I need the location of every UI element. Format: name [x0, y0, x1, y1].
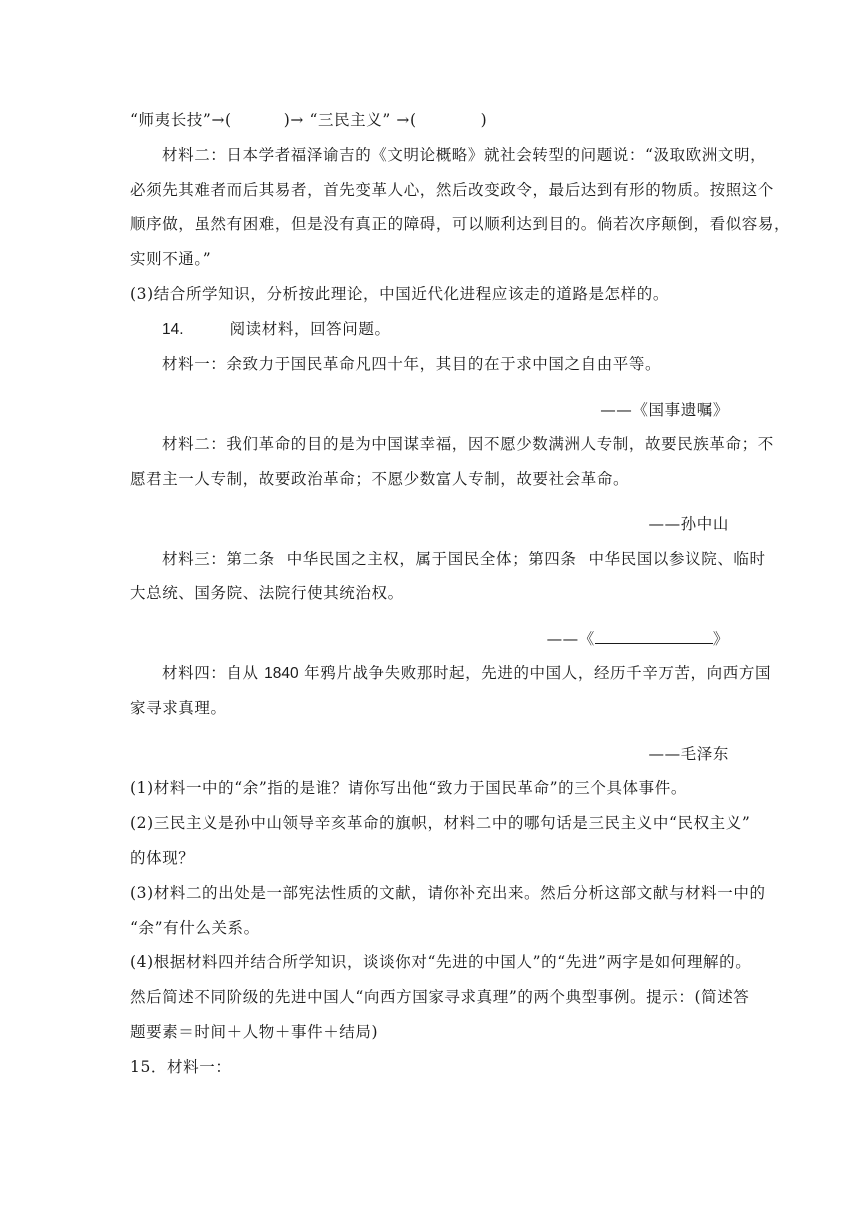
q14-material3-line-2: 大总统、国务院、法院行使其统治权。: [130, 584, 404, 602]
fill-part-1: “师夷长技”→(: [130, 111, 232, 129]
q14-material2-line-1: 材料二：我们革命的目的是为中国谋幸福，因不愿少数满洲人专制，故要民族革命；不: [162, 435, 774, 453]
q14-source2: ——孙中山: [648, 515, 729, 533]
fill-part-2: )→ “三民主义” →(: [283, 111, 417, 129]
q13-material2-line-1: 材料二：日本学者福泽谕吉的《文明论概略》就社会转型的问题说：“汲取欧洲文明，: [162, 146, 767, 164]
q14-material4-line-1: [162, 662, 772, 685]
q15-heading: 15．材料一：: [130, 1058, 232, 1076]
q14-header: [162, 318, 762, 341]
fill-in-line: [130, 109, 730, 131]
q13-material2-line-3: 顺序做，虽然有困难，但是没有真正的障碍，可以顺利达到目的。倘若次序颠倒，看似容易，: [130, 215, 791, 233]
q14-question-line-2: (2)三民主义是孙中山领导辛亥革命的旗帜，材料二中的哪句话是三民主义中“民权主义”: [130, 814, 751, 832]
q14-material2-line-2: 愿君主一人专制，故要政治革命；不愿少数富人专制，故要社会革命。: [130, 470, 630, 488]
q14-prompt: 阅读材料，回答问题。: [229, 320, 391, 338]
q14-material3-line-1: [162, 548, 766, 570]
q14-question-line-6: (4)根据材料四并结合所学知识，谈谈你对“先进的中国人”的“先进”两字是如何理解的。: [130, 953, 752, 971]
material4-year: 1840: [264, 665, 299, 682]
q14-source1: ——《国事遗嘱》: [600, 401, 729, 419]
material3-part-b: 中华民国之主权，属于国民全体；第四条: [286, 550, 577, 568]
q14-material1: 材料一：余致力于国民革命凡四十年，其目的在于求中国之自由平等。: [162, 355, 662, 373]
q14-question-line-1: (1)材料一中的“余”指的是谁？请你写出他“致力于国民革命”的三个具体事件。: [130, 779, 687, 797]
q14-question-line-4: (3)材料二的出处是一部宪法性质的文献，请你补充出来。然后分析这部文献与材料一中的: [130, 884, 766, 902]
q13-material2-line-2: 必须先其难者而后其易者，首先变革人心，然后改变政令，最后达到有形的物质。按照这个: [130, 181, 775, 199]
q14-material4-line-2: 家寻求真理。: [130, 699, 227, 717]
source3-blank[interactable]: [595, 628, 713, 644]
source3-suffix: 》: [712, 630, 729, 648]
material3-part-a: 材料三：第二条: [162, 550, 275, 568]
q13-sub-question-3: (3)结合所学知识，分析按此理论，中国近代化进程应该走的道路是怎样的。: [130, 285, 669, 303]
q14-source3: [547, 628, 729, 650]
q14-question-line-8: 题要素＝时间＋人物＋事件＋结局): [130, 1023, 379, 1041]
material4-part-a: 材料四：自从: [162, 664, 259, 682]
material3-part-c: 中华民国以参议院、临时: [588, 550, 766, 568]
q14-question-line-7: 然后简述不同阶级的先进中国人“向西方国家寻求真理”的两个典型事例。提示：(简述答: [130, 988, 750, 1006]
q14-number: 14.: [162, 321, 184, 338]
q14-question-line-3: 的体现？: [130, 849, 195, 867]
material4-part-b: 年鸦片战争失败那时起，先进的中国人，经历千辛万苦，向西方国: [304, 664, 772, 682]
q14-question-line-5: “余”有什么关系。: [130, 919, 260, 937]
q14-source4: ——毛泽东: [648, 745, 729, 763]
source3-prefix: ——《: [546, 630, 595, 648]
fill-part-3: ): [480, 111, 488, 129]
q13-material2-line-4: 实则不通。”: [130, 250, 212, 268]
